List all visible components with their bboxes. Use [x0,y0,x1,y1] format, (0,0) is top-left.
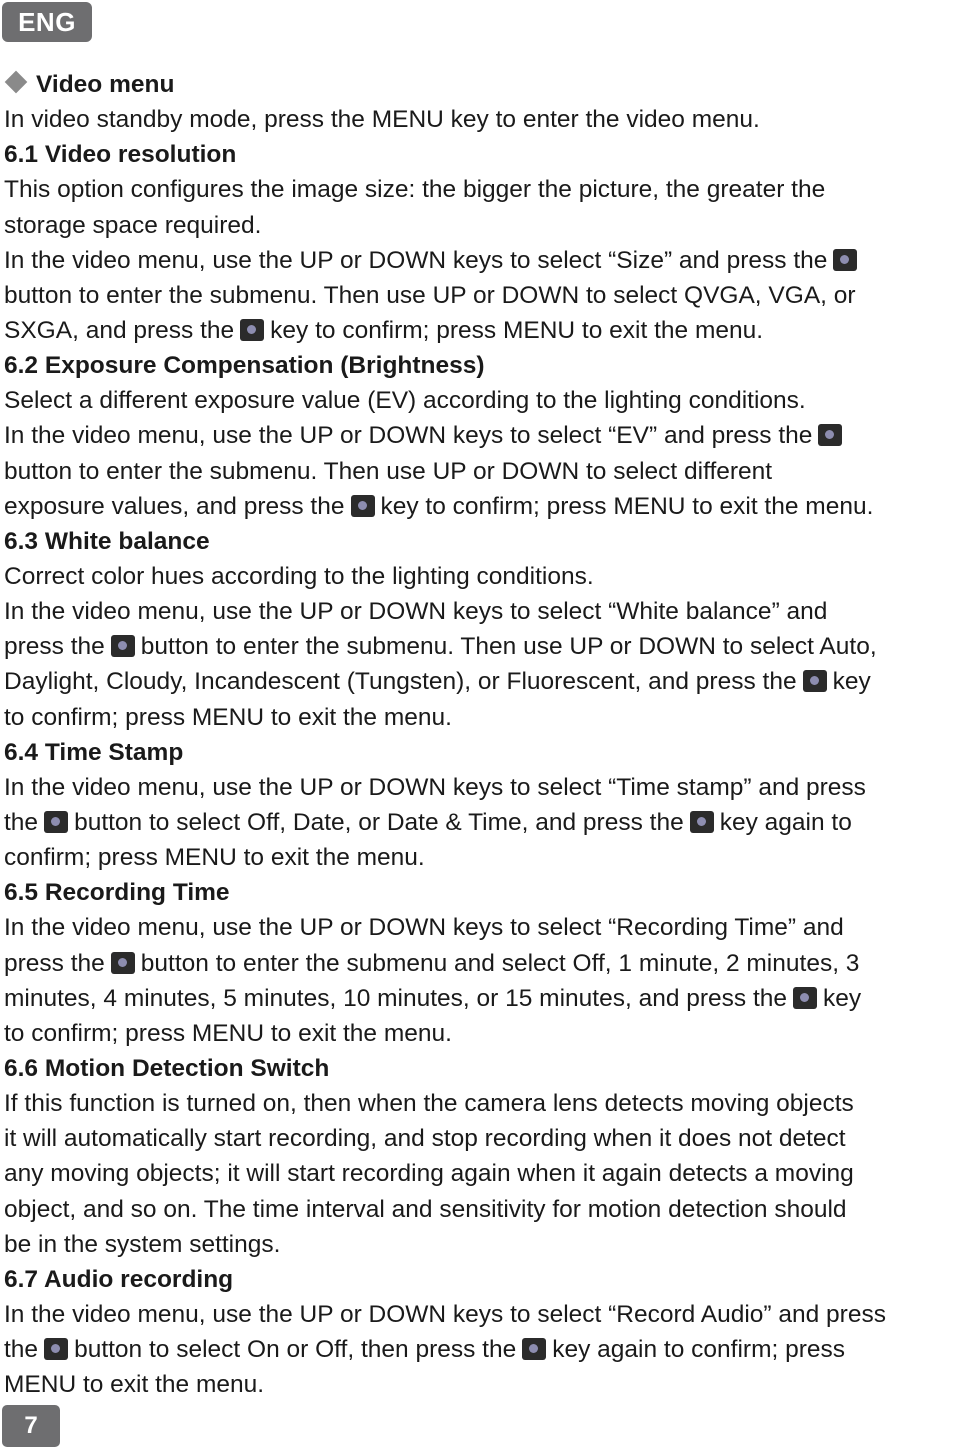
text-run: key [832,668,871,696]
paragraph-line [4,629,954,664]
paragraph-line [4,313,954,348]
ok-key-icon [522,1338,546,1360]
page-number: 7 [2,1405,60,1447]
text-run: Daylight, Cloudy, Incandescent (Tungsten), or Fluorescent, and press the [4,668,797,696]
paragraph-line [4,243,954,278]
text-run: key again to [719,808,852,836]
heading-motion-detection: 6.6 Motion Detection Switch [4,1054,330,1082]
text-run: exposure values, and press the [4,492,345,520]
ok-key-icon [351,495,375,517]
text-run: button to enter the submenu. Then use UP or DOWN to select Auto, [140,633,877,661]
ok-key-icon [793,987,817,1009]
text-run: In the video menu, use the UP or DOWN keys to select “Size” and press the [4,246,828,274]
paragraph-line: In the video menu, use the UP or DOWN keys to select “White balance” and [4,598,828,626]
ok-key-icon [111,635,135,657]
text-run: key to confirm; press MENU to exit the menu. [380,492,874,520]
heading-white-balance: 6.3 White balance [4,527,210,555]
text-run: button to select On or Off, then press the [74,1336,517,1364]
text-run: SXGA, and press the [4,316,235,344]
paragraph-line: If this function is turned on, then when the camera lens detects moving objects [4,1090,854,1118]
paragraph-line: any moving objects; it will start recording again when it again detects a moving [4,1160,854,1188]
text-run: button to enter the submenu and select Off, 1 minute, 2 minutes, 3 [140,949,860,977]
ok-key-icon [690,811,714,833]
ok-key-icon [111,952,135,974]
paragraph-line [4,1332,954,1367]
paragraph-line: In the video menu, use the UP or DOWN keys to select “Time stamp” and press [4,773,866,801]
text-run: the [4,808,39,836]
paragraph-line: button to enter the submenu. Then use UP or DOWN to select different [4,457,773,485]
text-run: button to select Off, Date, or Date & Time, and press the [74,808,684,836]
paragraph-line: Correct color hues according to the lighting conditions. [4,562,594,590]
text-run: press the [4,949,105,977]
ok-key-icon [240,319,264,341]
text-run: minutes, 4 minutes, 5 minutes, 10 minutes, or 15 minutes, and press the [4,984,788,1012]
paragraph-line [4,664,954,699]
text-run: the [4,1336,39,1364]
text-run: press the [4,633,105,661]
text-run: key to confirm; press MENU to exit the menu. [270,316,764,344]
paragraph-line: In the video menu, use the UP or DOWN keys to select “Recording Time” and [4,914,844,942]
paragraph-line [4,946,954,981]
text-run: key again to confirm; press [552,1336,846,1364]
paragraph-line: In video standby mode, press the MENU key to enter the video menu. [4,106,760,134]
ok-key-icon [803,670,827,692]
paragraph-line: to confirm; press MENU to exit the menu. [4,1019,452,1047]
language-tab: ENG [2,2,92,42]
section-title-text: Video menu [36,71,175,98]
text-run: In the video menu, use the UP or DOWN keys to select “EV” and press the [4,422,813,450]
ok-key-icon [44,811,68,833]
paragraph-line: be in the system settings. [4,1230,281,1258]
paragraph-line: This option configures the image size: the bigger the picture, the greater the [4,176,826,204]
ok-key-icon [44,1338,68,1360]
paragraph-line [4,981,954,1016]
heading-time-stamp: 6.4 Time Stamp [4,738,184,766]
paragraph-line [4,805,954,840]
paragraph-line: confirm; press MENU to exit the menu. [4,844,425,872]
heading-video-resolution: 6.1 Video resolution [4,141,237,169]
paragraph-line: MENU to exit the menu. [4,1371,265,1399]
paragraph-line: it will automatically start recording, and stop recording when it does not detect [4,1125,846,1153]
manual-text [4,67,954,1402]
heading-exposure-compensation: 6.2 Exposure Compensation (Brightness) [4,352,485,380]
diamond-bullet-icon [5,71,28,94]
paragraph-line [4,418,954,453]
ok-key-icon [833,249,857,271]
paragraph-line [4,489,954,524]
paragraph-line: In the video menu, use the UP or DOWN keys to select “Record Audio” and press [4,1300,886,1328]
section-title [4,67,954,102]
paragraph-line: to confirm; press MENU to exit the menu. [4,703,452,731]
paragraph-line: Select a different exposure value (EV) according to the lighting conditions. [4,387,806,415]
paragraph-line: object, and so on. The time interval and sensitivity for motion detection should [4,1195,847,1223]
heading-audio-recording: 6.7 Audio recording [4,1265,234,1293]
paragraph-line: button to enter the submenu. Then use UP or DOWN to select QVGA, VGA, or [4,281,856,309]
heading-recording-time: 6.5 Recording Time [4,879,230,907]
paragraph-line: storage space required. [4,211,262,239]
ok-key-icon [818,424,842,446]
text-run: key [823,984,862,1012]
